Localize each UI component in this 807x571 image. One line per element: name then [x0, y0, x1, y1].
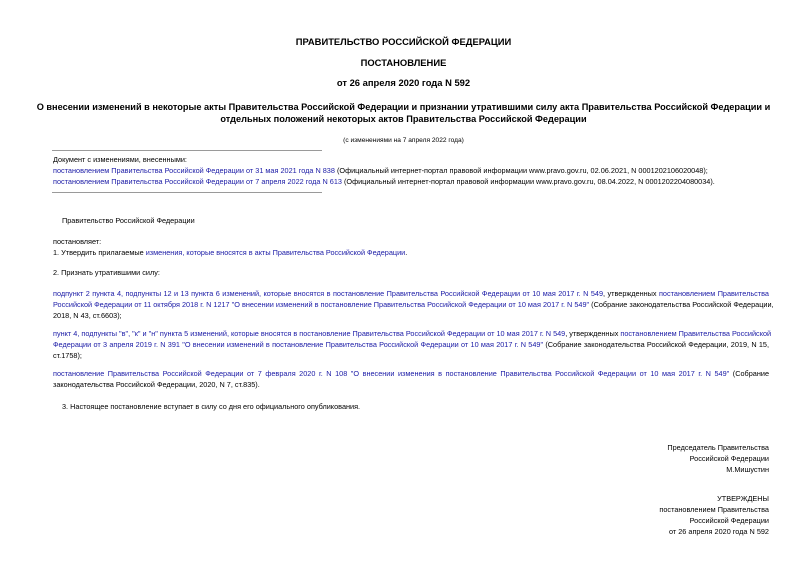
signature-position-2: Российской Федерации: [689, 454, 769, 463]
decree-1217-title-link[interactable]: Российской Федерации от 11 октября 2018 г. N 1217 "О внесении изменений в постановление Правительства Российской Федерации от 10 мая 2017 г. N 549": [53, 300, 590, 309]
amendment-source: (Официальный интернет-портал правовой информации www.pravo.gov.ru, 08.04.2022, N 0001202204080034).: [341, 177, 715, 186]
repealed-item-2-line: [53, 328, 772, 339]
repealed-item-2-line: ст.1758);: [53, 351, 82, 360]
revision-note: (с изменениями на 7 апреля 2022 года): [343, 137, 464, 144]
repealed-item-3-line: законодательства Российской Федерации, 2020, N 7, ст.835).: [53, 380, 260, 389]
changes-top-rule: [52, 150, 322, 151]
changes-item: [53, 177, 715, 186]
approved-block: [659, 493, 769, 537]
repealed-item-1: [53, 288, 774, 321]
repealed-item-1-line: [53, 288, 769, 299]
government-label: Правительство Российской Федерации: [62, 216, 195, 225]
repealed-item-1-link[interactable]: подпункт 2 пункта 4, подпункты 12 и 13 пункта 6 изменений, которые вносятся в постановление Правительства Российской Федерации от 10 мая 2017 г. N 549: [53, 289, 604, 298]
decree-108-link[interactable]: постановление Правительства Российской Федерации от 7 февраля 2020 г. N 108 "О внесении изменения в постановление Правительства Российской Федерации от 10 мая 2017 г. N 549": [53, 369, 730, 378]
clause-2: 2. Признать утратившими силу:: [53, 268, 160, 277]
doc-type: ПОСТАНОВЛЕНИЕ: [360, 57, 447, 68]
clause-1: [53, 248, 407, 257]
repealed-item-3: [53, 368, 769, 390]
repealed-item-3-line: [53, 368, 769, 379]
doc-title-line-1: О внесении изменений в некоторые акты Правительства Российской Федерации и признании утратившими силу акта Правительства Российской Федерации и: [36, 102, 771, 112]
changes-bottom-rule: [52, 192, 322, 193]
clause-1-end: .: [405, 248, 408, 257]
signature-name: М.Мишустин: [726, 465, 769, 474]
clause-3: 3. Настоящее постановление вступает в силу со дня его официального опубликования.: [62, 402, 361, 411]
repealed-item-2-link[interactable]: пункт 4, подпункты "в", "к" и "н" пункта 5 изменений, которые вносятся в постановление Правительства Российской Федерации от 10 мая 2017 г. N 549: [53, 329, 566, 338]
amendment-link-838[interactable]: постановлением Правительства Российской Федерации от 31 мая 2021 года N 838: [53, 166, 335, 175]
repealed-item-1-source: (Собрание законодательства Российской Федерации,: [589, 300, 774, 309]
org-title: ПРАВИТЕЛЬСТВО РОССИЙСКОЙ ФЕДЕРАЦИИ: [295, 36, 512, 47]
amendment-link-613[interactable]: постановлением Правительства Российской Федерации от 7 апреля 2022 года N 613: [53, 177, 342, 186]
repealed-item-2-line: [53, 339, 769, 350]
repealed-item-2-text: , утвержденных: [565, 329, 621, 338]
doc-title-line-2: отдельных положений некоторых актов Правительства Российской Федерации: [220, 114, 587, 124]
decree-1217-link[interactable]: постановлением Правительства: [658, 289, 769, 298]
clause-1-text: 1. Утвердить прилагаемые: [53, 248, 146, 257]
signature-position: Председатель Правительства: [667, 443, 769, 452]
repealed-item-1-line: [53, 299, 774, 310]
decree-391-link[interactable]: постановлением Правительства Российской: [620, 329, 772, 338]
doc-date-number: от 26 апреля 2020 года N 592: [336, 77, 471, 88]
signature-block: [667, 442, 769, 475]
approved-line: постановлением Правительства: [659, 505, 769, 514]
decree-391-title-link[interactable]: Федерации от 3 апреля 2019 г. N 391 "О внесении изменений в постановление Правительства Российской Федерации от 10 мая 2017 г. N 549": [53, 340, 544, 349]
approved-line: Российской Федерации: [689, 516, 769, 525]
repealed-item-2-source: (Собрание законодательства Российской Федерации, 2019, N 15,: [543, 340, 769, 349]
changes-heading: Документ с изменениями, внесенными:: [53, 155, 187, 164]
changes-item: [53, 166, 708, 175]
approved-title: УТВЕРЖДЕНЫ: [717, 494, 769, 503]
approved-date: от 26 апреля 2020 года N 592: [668, 527, 769, 536]
amendment-source: (Официальный интернет-портал правовой информации www.pravo.gov.ru, 02.06.2021, N 0001202106020048);: [334, 166, 708, 175]
approved-changes-link[interactable]: изменения, которые вносятся в акты Правительства Российской Федерации: [145, 248, 406, 257]
decrees-label: постановляет:: [53, 237, 102, 246]
repealed-item-1-line: 2018, N 43, ст.6603);: [53, 311, 122, 320]
repealed-item-1-text: , утвержденных: [603, 289, 659, 298]
repealed-item-3-text: (Собрание: [729, 369, 770, 378]
repealed-item-2: [53, 328, 772, 361]
